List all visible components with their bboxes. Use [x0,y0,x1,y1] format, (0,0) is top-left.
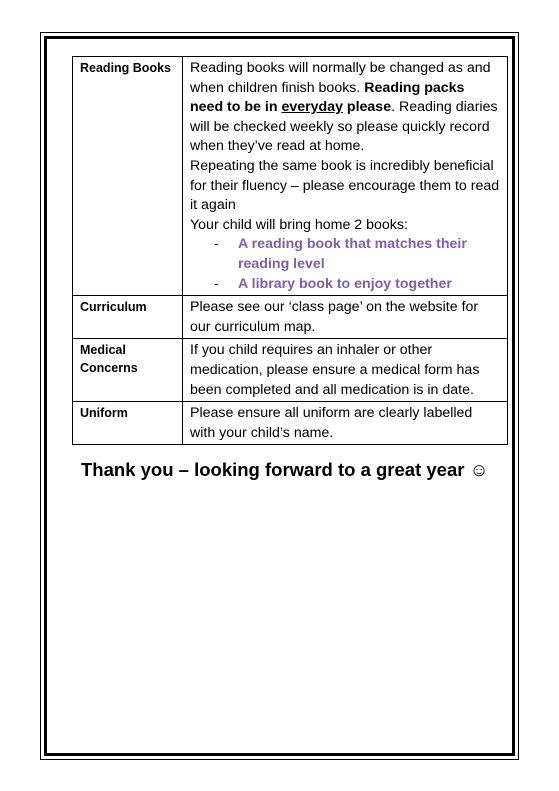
book-item-text: A library book to enjoy together [238,275,452,292]
reading-text-intro: Reading books will normally be changed as and when children finish books. [190,60,491,96]
dash-bullet: - [214,275,219,292]
row-content-medical-concerns: If you child requires an inhaler or other medication, please ensure a medical form has been completed and all medication is in date. [183,339,508,402]
row-label-reading-books: Reading Books [73,57,183,296]
book-item-text: A reading book that matches their reading level [238,236,467,272]
dash-bullet: - [214,236,219,253]
row-content-curriculum: Please see our ‘class page’ on the website for our curriculum map. [183,296,508,339]
row-label-curriculum: Curriculum [73,296,183,339]
info-table [72,56,508,445]
reading-diaries-text: . Reading diaries will be checked weekly so please quickly record when they’ve read at home. [190,99,498,155]
closing-message: Thank you – looking forward to a great year ☺ [81,459,489,480]
row-content-uniform: Please ensure all uniform are clearly labelled with your child’s name. [183,402,508,445]
table-row-uniform [73,402,508,445]
please-bold: please [342,99,392,116]
list-item [210,275,500,295]
books-list [190,235,500,294]
row-label-uniform: Uniform [73,402,183,445]
table-row-reading-books [73,57,508,296]
reading-packs-bold: Reading packs need to be in [190,79,465,116]
row-label-medical-concerns: Medical Concerns [73,339,183,402]
reading-paragraph-1 [190,59,500,157]
table-row-medical [73,339,508,402]
table-row-curriculum [73,296,508,339]
reading-paragraph-3: Your child will bring home 2 books: [190,216,408,233]
row-content-reading-books [183,57,508,296]
everyday-underlined: everyday [281,99,343,116]
list-item [210,235,500,274]
reading-paragraph-2: Repeating the same book is incredibly beneficial for their fluency – please encourage them to read it again [190,157,500,214]
